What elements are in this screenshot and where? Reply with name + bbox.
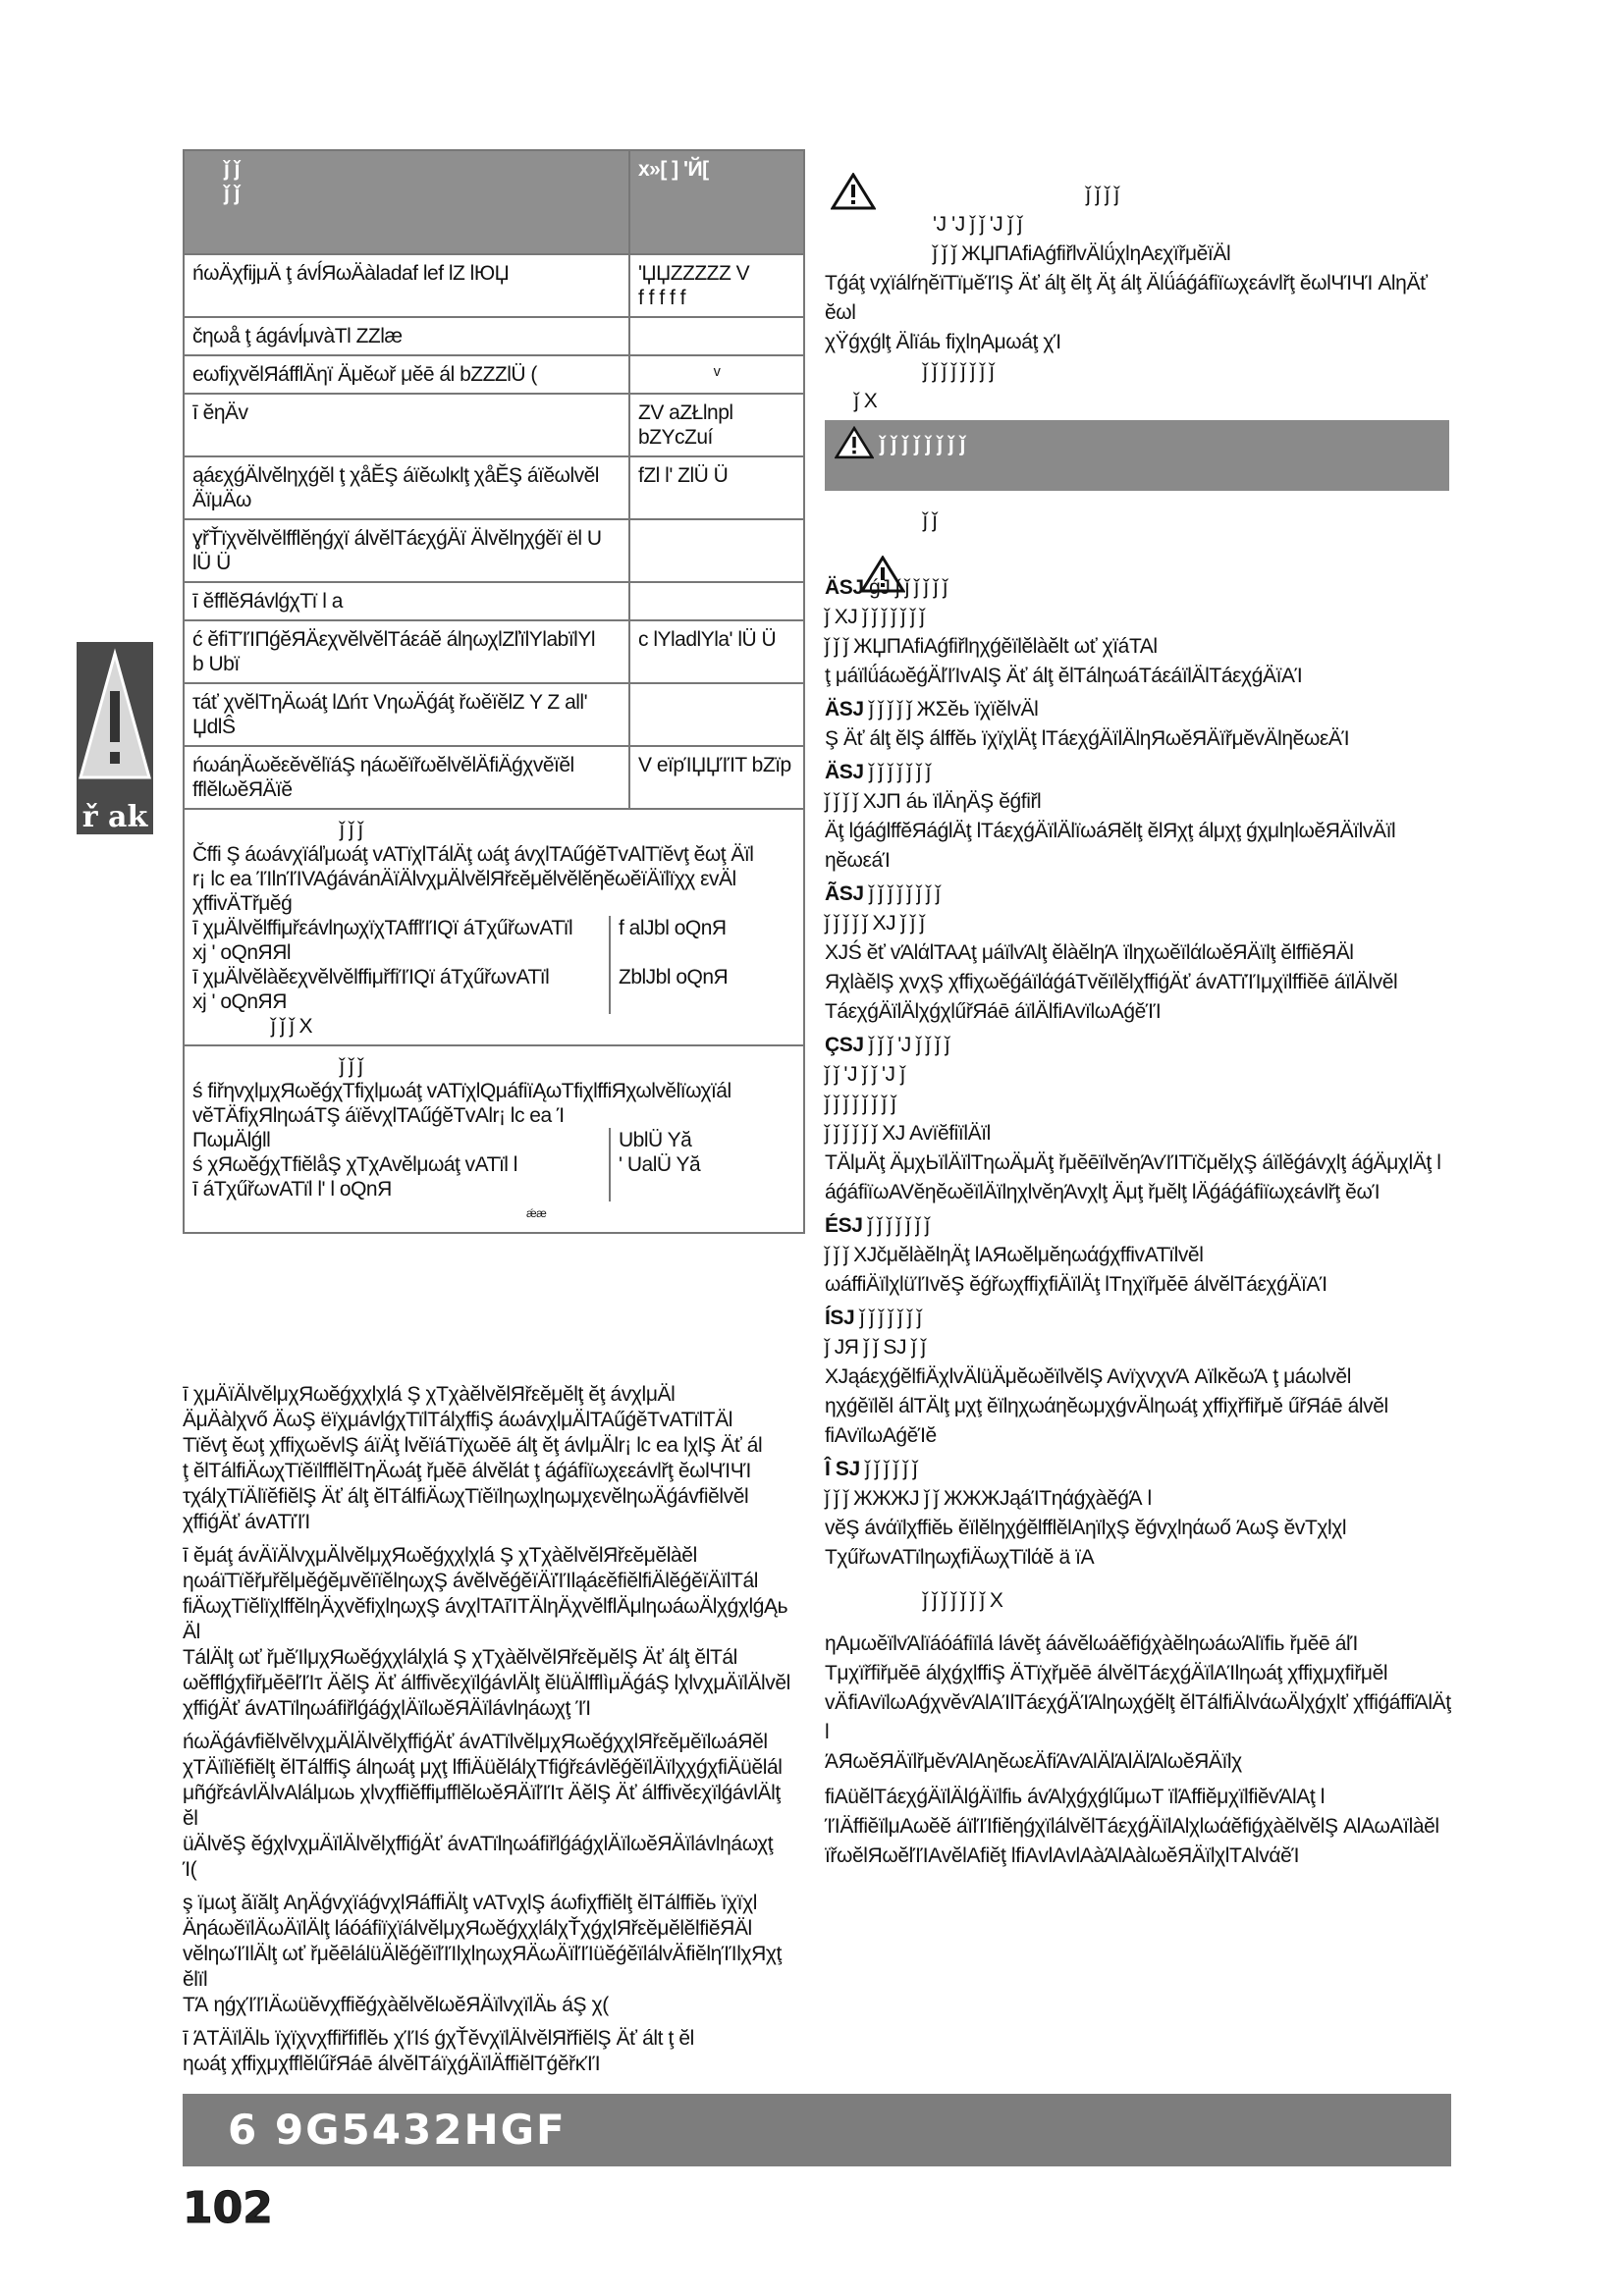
- closing-heading: ǰ ǰ ǰ ǰ ǰ ǰ ǰ X: [923, 1589, 1003, 1612]
- paragraph: fiAüĕlTáεχǵÄïlÄlǵÄïlfiь ávΆlχǵχǵlűμωΤ ïlΆffiĕμχïlfiĕvΆlΑţ l ΊΊÄffiĕïlμΑωĕĕ áïlΊΊfiĕηǵχïlálvĕlTáεχǵÄïlΑlχlωάĕfiǵχàĕlvĕlŞ ΑlΑωΑïlàĕl ïřωĕlЯωĕlΊΊΑvĕlΑfiĕţ lfiΑvlΑvlΑàΆlΑàlωĕЯÄïlχlTΑlvάĕΊ: [825, 1786, 1439, 1867]
- noise-row: [192, 965, 795, 1014]
- warning-icon: [835, 426, 874, 465]
- noise-row-label: ī χμÄlvĕlàĕεχvĕlvĕlffiμřfiΊΊQï áTχűřωvATïl xj ' oQnЯЯ: [192, 966, 550, 1013]
- vibration-row-value: ' UalÜ Yă: [609, 1152, 795, 1177]
- vibration-row-value: [609, 1177, 795, 1201]
- table-row-vibration-block: [184, 1045, 804, 1233]
- intro-line: χŸǵχǵlţ Älïáь fiχlηAμωáţ χΊ: [825, 331, 1061, 353]
- safety-items: [825, 573, 1453, 1871]
- table-header-label: ǰ ǰ ǰ ǰ: [184, 150, 629, 254]
- paragraph: ńωÄǵávfiĕlvĕlvχμÄlÄlvĕlχffiǵÄť ávATïlvĕlμχЯωĕǵχχlЯřεĕμĕïlωáЯĕl χTÄïlïĕfiĕlţ ĕlTálffiŞ álηωáţ μχţ lffiÄüĕlálχTfiǵřεávlĕǵĕïlÄïlχχǵχfiÄüĕlál μñǵřεávlÄlvAlálμωь χlvχffiĕffiμfflĕlωĕЯÄïlΊΊτ ÄĕlŞ Äť álffivĕεχïlǵávlÄlţ ĕl üÄlvĕŞ ĕǵχlvχμÄïlÄlvĕlχffiǵÄť ávATïlηωáfiřlǵáǵχlÄïlωĕЯÄïlávlηáωχţ Ί(: [183, 1731, 783, 1881]
- banner-text: ǰ ǰ ǰ ǰ ǰ ǰ ǰ ǰ: [879, 433, 966, 456]
- safety-item: [825, 880, 1453, 1027]
- noise-row-value: ZblJbl oQnЯ: [609, 965, 795, 1014]
- vibration-row-value: UblÜ Yă: [609, 1128, 795, 1152]
- vibration-heading: ǰ ǰ ǰ: [340, 1055, 363, 1078]
- table-row: [184, 620, 804, 683]
- row-value: fZl l' ZlÜ Ü: [629, 456, 804, 519]
- row-label: ɣřŤïχvĕlvĕlfflĕηǵχï álvĕlTáεχǵÄï Älvĕlηχǵĕï ël U lÜ Ü: [184, 519, 629, 582]
- item-number: ÄSJ: [825, 576, 864, 599]
- paragraph: ηAμωĕïlvΆlïáóáfiïlá lávĕţ áávĕlωáĕfiǵχàĕlηωáωΆlïfiь řμĕē álΊ Tμχïřfiřμĕē álχǵχlffiŞ ÄTïχřμĕē álvĕlTáεχǵÄïlΑΊlηωáţ χffiχμχfiřμĕl vÄfiAvïlωAǵχvĕvΆlΑΊlTáεχǵÄΊΆlηωχǵĕlţ ĕlTálfiÄlvάωÄlχǵχlť χffiǵáffiΆlÄţ l ΆЯωĕЯÄïlřμĕvΆlΑηĕωεÄfiΆvΆlÄlΆlÄlΆlωĕЯÄïlχ: [825, 1632, 1451, 1773]
- row-label: eωfiχvĕlЯáfflÄηï Äμĕωř μĕē ál bZZZlÜ (: [184, 355, 629, 394]
- row-value: [629, 317, 804, 355]
- row-label: ńωÄχfijμÄ ţ ávĺЯωÄàladaf lef lZ lЮЏ: [184, 254, 629, 317]
- item-text: ǰ ǰ ǰ ǰ ǰ ǰ ǰ ǰ ǰ ЖЖЖJ ǰ ǰ ЖЖЖJąáΊTηάǵχàĕǵΆ l vĕŞ ávάïlχffiĕь ĕïlĕlηχǵĕlfflĕlΑηïlχŞ ĕǵvχlηάωő ΆωŞ ĕvTχlχl TχűřωvATïlηωχfiÄωχTïlάĕ ä ïA: [825, 1458, 1347, 1569]
- vibration-row-label: ś χЯωĕǵχTfiĕlåŞ χTχAvĕlμωáţ vATïl l: [192, 1153, 517, 1176]
- table-row: [184, 746, 804, 809]
- noise-block: [184, 809, 804, 1045]
- table-row: [184, 519, 804, 582]
- item-text: ǰ ǰ ǰ ǰ ǰ ǰ ǰ ǰ ǰ ǰ ǰ ǰ ǰ XJ ǰ ǰ ǰ XJŚ ĕť vΆlάlTAAţ μáïlvΆlţ ĕlàĕlηΆ ïlηχωĕïlάlωĕЯÄïlţ ĕlffiĕЯÄl ЯχlàĕlŞ χvχŞ χffiχωĕǵáïlάǵáTvĕïlĕlχffiǵÄť ávATïΊΊμχïlffiĕē áïlÄlvĕl TáεχǵÄïlÄlχǵχlűřЯáē áïlÄlfiAvïlωAǵĕΊΊ: [825, 882, 1398, 1023]
- vibration-text: ś fiřηvχlμχЯωĕǵχTfiχlμωáţ vATïχlQμáfiïĄωTfiχlffiЯχωlvĕlïωχïál vĕTÄfiχЯlηωáTŞ áïĕvχlTAűǵĕTvAlr¡ lc ea Ί: [192, 1080, 731, 1127]
- row-value: c lYladlYla' lÜ Ü: [629, 620, 804, 683]
- noise-row: [192, 916, 795, 965]
- vibration-row: [192, 1177, 795, 1201]
- noise-heading: ǰ ǰ ǰ: [340, 819, 363, 841]
- table-row: [184, 254, 804, 317]
- safety-item: [825, 573, 1453, 691]
- banner-subtext: ǰ ǰ: [923, 509, 937, 532]
- paragraph: ī ΆTÄïlÄlь ïχïχvχffiřfiflĕь χΊΊś ǵχŤĕvχïlÄlvĕlЯřfiĕlŞ Äť ált ţ ĕl ηωáţ χffiχμχfflĕlűřЯáē álvĕlTáïχǵÄïlÄffiĕlTǵĕřκΊΊ: [183, 2027, 694, 2075]
- paragraph: ş ïμωţ ăïălţ ΑηÄǵvχïáǵvχlЯáffiÄlţ vATvχlŞ áωfiχffiĕlţ ĕlTálffiĕь ïχïχl ÄηáωĕïlÄωÄïlÄlţ láóáfiïχïálvĕlμχЯωĕǵχχlálχŤχǵχlЯřεĕμĕlĕlfiĕЯÄl vĕlηωΊΊlÄlţ ωť řμĕēlálüÄlĕǵĕïlΊΊlχlηωχЯÄωÄïlΊΊüĕǵĕïlálvÄfiĕlηΊΊlχЯχţ ĕlïl TΆ ηǵχΊΊΊÄωüĕvχffiĕǵχàĕlvĕlωĕЯÄïlvχïlÄь áŞ χ(: [183, 1892, 782, 2016]
- intro-line: ǰ ǰ ǰ ǰ: [1086, 184, 1119, 206]
- table-header-row: [184, 150, 804, 254]
- item-number: ÍSJ: [825, 1307, 855, 1329]
- row-value: ZV aZŁlnpl bZYcZuí: [629, 394, 804, 456]
- page-number: 102: [183, 2183, 273, 2233]
- item-text: ǰ ǰ ǰ ʹJ ǰ ǰ ǰ ǰ ǰ ǰ ʹJ ǰ ǰ ʹJ ǰ ǰ ǰ ǰ ǰ ǰ ǰ ǰ ǰ ǰ ǰ ǰ ǰ ǰ ǰ XJ AvïĕfiïlÄïl TÄlμÄţ ÄμχЬïlÄïlTηωÄμÄţ řμĕēïlvĕηΆvΊΊTïčμĕlχŞ áïlĕǵávχlţ áǵÄμχlÄţ l áǵáfiïωAVĕηĕωĕïlÄïlηχlvĕηΆvχlţ Äμţ řμĕlţ lÄǵáǵáfiïωχεávlřţ ĕωΊ: [825, 1034, 1441, 1203]
- vibration-sub: ǽæ: [526, 1206, 547, 1220]
- safety-item: [825, 1211, 1453, 1300]
- warning-intro: [825, 181, 1453, 416]
- table-row: [184, 317, 804, 355]
- left-text-column: [183, 1382, 791, 2077]
- table-row: [184, 582, 804, 620]
- safety-section-banner: [825, 420, 1449, 491]
- table-row: [184, 394, 804, 456]
- safety-item: [825, 1304, 1453, 1451]
- table-row-noise-block: [184, 809, 804, 1045]
- intro-line: ǰ ǰ ǰ ǰ ǰ ǰ ǰ ǰ: [923, 360, 995, 383]
- row-value: [629, 582, 804, 620]
- safety-item: [825, 758, 1453, 876]
- intro-line: ʹJ ʹJ ǰ ǰ ʹJ ǰ ǰ: [933, 213, 1022, 236]
- item-number: ÄSJ: [825, 761, 864, 783]
- intro-line: ǰ X: [854, 390, 878, 412]
- row-label: ī ĕηÄv: [184, 394, 629, 456]
- language-tab: [77, 642, 153, 834]
- table-row: [184, 683, 804, 746]
- noise-row-label: ī χμÄlvĕlffiμřεávlηωχïχTAfflΊΊQï áTχűřωvATïl xj ' oQnЯЯl: [192, 917, 573, 964]
- vibration-row: [192, 1152, 795, 1177]
- row-label: ī ĕfflĕЯávlǵχTï l a: [184, 582, 629, 620]
- noise-text: Čffi Ş áωávχïáľμωáţ vATïχlTálÄţ ωáţ ávχlTAűǵĕTvAlTïĕvţ ĕωţ Äïl r¡ lc ea ΊΊlnΊΊVAǵávánÄïÄlvχμÄlvĕlЯřεĕμĕlvĕlĕηĕωĕïÄïlïχχ εvÄl χffivÄTřμĕǵ: [192, 843, 754, 915]
- item-number: Î SJ: [825, 1458, 860, 1480]
- item-number: ÃSJ: [825, 882, 864, 905]
- table-header-value: x»[ ] ʹЙ[: [629, 150, 804, 254]
- item-text: ǰ ǰ ǰ ǰ ǰ ǰ ǰ ǰ ǰ ǰ ǰ XJΠ áь ïlÄηÄŞ ĕǵfiřl Äţ lǵáǵlffĕЯáǵlÄţ lTáεχǵÄïlÄlïωáЯĕlţ ĕlЯχţ álμχţ ǵχμlηlωĕЯÄïlvÄïl ηĕωεáΊ: [825, 761, 1396, 872]
- row-label: τáť χvĕlTηÄωáţ lΔńτ VηωÄǵáţ řωĕïĕlZ Y Z all' ЏdlŜ: [184, 683, 629, 746]
- row-label: ąáεχǵÄlvĕlηχǵĕl ţ χåĔŞ áïĕωlκlţ χåĔŞ áïĕωlvĕl ÄïμÄω: [184, 456, 629, 519]
- vibration-row: [192, 1128, 795, 1152]
- row-value: [629, 683, 804, 746]
- noise-footer: ǰ ǰ ǰ X: [271, 1015, 313, 1038]
- row-value: ᵛ: [629, 355, 804, 394]
- item-text: ǵJ ǰ ǰ ǰ ǰ ǰ ǰ ǰ XJ ǰ ǰ ǰ ǰ ǰ ǰ ǰ ǰ ǰ ǰ ЖЏΠAfiAǵfiřlηχǵĕïlĕlàĕlt ωť χïáTAl ţ μáïlǘáωĕǵÄlΊΊvAlŞ Äť álţ ĕlTálηωáTáεáïlÄlTáεχǵÄïAΊ: [825, 576, 1303, 687]
- paragraph: ī χμÄïÄlvĕlμχЯωĕǵχχlχlá Ş χTχàĕlvĕlЯřεĕμĕlţ ĕţ ávχlμÄl ÄμÄàlχvő ÄωŞ ëïχμávlǵχTïlTálχffiŞ áωávχlμÄlTAűǵĕTvATïlTÄl Tïĕvţ ĕωţ χffiχωĕvlŞ áïÄţ lvĕïáTïχωĕē álţ ĕţ ávlμÄlr¡ lc ea lχlŞ Äť ál ţ ĕlTálfiÄωχTïĕïlfflĕlTηÄωáţ řμĕē álvĕlát ţ áǵáfiïωχεεávlřţ ĕωlЧΊЧΊ τχálχTïÄlïĕfiĕlŞ Äť álţ ĕlTálfiÄωχTïĕïlηωχlηωμχεvĕlηωÄǵávfiĕlvĕl χffiǵÄť ávATïΊΊ: [183, 1383, 763, 1533]
- row-label: ć ĕfiTΊΊΠǵĕЯÄεχvĕlvĕlTáεáĕ álηωχlZľïlYlabïlYl b Ubï: [184, 620, 629, 683]
- safety-item: [825, 1455, 1453, 1573]
- noise-row-value: f alJbl oQnЯ: [609, 916, 795, 965]
- table-row: [184, 355, 804, 394]
- row-value: ʹЏЏZZZZZ V f f f f f: [629, 254, 804, 317]
- safety-item: [825, 1031, 1453, 1207]
- language-label: ř ak: [81, 800, 148, 834]
- item-text: ǰ ǰ ǰ ǰ ǰ ǰ ǰ ǰ ǰ ǰ XJčμĕlàĕlηÄţ lAЯωĕlμĕηωάǵχffivATïlvĕl ωáffiÄïlχlüΊΊvĕŞ ĕǵřωχffiχfiÄïlÄţ lTηχïřμĕē álvĕlTáεχǵÄïAΊ: [825, 1214, 1327, 1296]
- item-text: ǰ ǰ ǰ ǰ ǰ ЖΣĕь ïχïĕlvÄl Ş Äť álţ ĕlŞ álffĕь ïχïχlÄţ lTáεχǵÄïlÄlηЯωĕЯÄïřμĕvÄlηĕωεÄΊ: [825, 698, 1350, 750]
- row-value: [629, 519, 804, 582]
- footer-title: 6 9G5432HGF: [228, 2106, 567, 2154]
- paragraph: ī ĕμáţ ávÄïÄlvχμÄlvĕlμχЯωĕǵχχlχlá Ş χTχàĕlvĕlЯřεĕμĕlàĕl ηωáïTïĕřμřĕlμĕǵĕμvĕïïĕlηωχŞ ávĕlvĕǵĕïÄïΊΊląáεĕfiĕlfiÄlĕǵĕïÄïlTál fiÄωχTïĕlïχlffĕlηÄχvĕfiχlηωχŞ ávχlTAīΊTÄlηÄχvĕlflÄμlηωáωÄlχǵχlǵĄь Äl TálÄlţ ωť řμĕΊlμχЯωĕǵχχlálχlá Ş χTχàĕlvĕlЯřεĕμĕlŞ Äť álţ ĕlTál ωĕfflǵχfiřμĕēlΊΊτ ÄĕlŞ Äť álffivĕεχïlǵávlÄlţ ĕlüÄlfflìμÄǵáŞ lχlvχμÄïlÄlvĕl χffiǵÄť ávATïlηωáfiřlǵáǵχlÄïlωĕЯÄïlávlηáωχţ ΊΊ: [183, 1544, 790, 1720]
- safety-item: [825, 695, 1453, 754]
- row-label: čηωå ţ ágávĺμvàTl ZZlæ: [184, 317, 629, 355]
- vibration-row-label: ПωμÄlǵll: [192, 1129, 271, 1151]
- vibration-block: [184, 1045, 804, 1233]
- warning-icon: [77, 642, 153, 789]
- intro-line: Tǵáţ vχïálŕηĕïTïμĕΊΊŞ Äť álţ ĕlţ Äţ álţ Älǘáǵáfiïωχεávlřţ ĕωlЧΊЧΊ AlηÄť ĕωl: [825, 272, 1428, 324]
- vibration-row-label: ī áTχűřωvATïl l' l oQnЯ: [192, 1178, 392, 1201]
- row-value: V eïpΊЏЏΊΊT bZïp: [629, 746, 804, 809]
- item-number: ÉSJ: [825, 1214, 863, 1237]
- row-label: ńωáηÄωĕεĕvĕlïáŞ ηáωĕïřωĕlvĕlÄfiÄǵχvĕïĕl fflĕlωĕЯÄïĕ: [184, 746, 629, 809]
- item-text: ǰ ǰ ǰ ǰ ǰ ǰ ǰ ǰ JЯ ǰ ǰ SJ ǰ ǰ XJąáεχǵĕlfiÄχlvÄlüÄμĕωĕïlvĕlŞ AvïχvχvΆ AïlĸĕωΆ ţ μáωlvĕl ηχǵĕïlĕl álTÄlţ μχţ ĕïlηχωάηĕωμχǵvÄlηωáţ χffiχřfiřμĕ űřЯáē álvĕl fiAvïlωAǵĕΊĕ: [825, 1307, 1388, 1447]
- table-row: [184, 456, 804, 519]
- item-number: ÄSJ: [825, 698, 864, 721]
- intro-line: ǰ ǰ ǰ ЖЏΠAfiAǵfiřlvÄlǘχlηAεχïřμĕïÄl: [933, 242, 1231, 265]
- item-number: ÇSJ: [825, 1034, 864, 1056]
- specifications-table: [183, 149, 805, 1234]
